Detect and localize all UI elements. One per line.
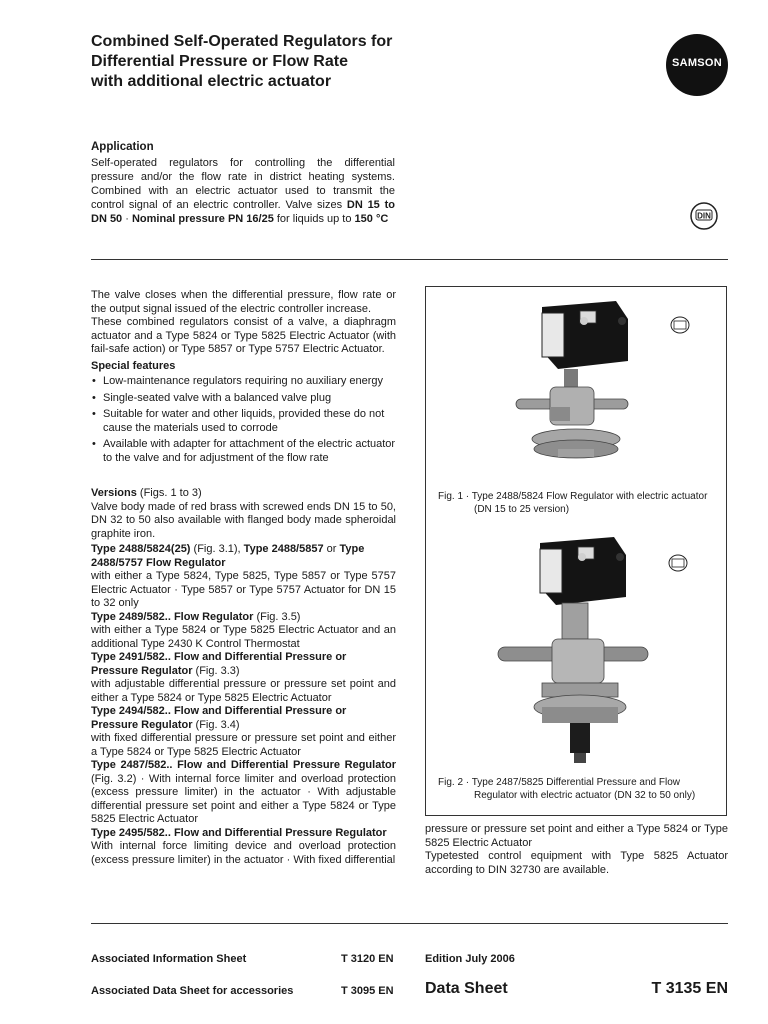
document-type: Data Sheet: [425, 980, 508, 997]
application-text: [91, 156, 395, 226]
figure-1-illustration: [498, 299, 708, 474]
version-figure-ref: (Fig. 3.3): [192, 664, 240, 677]
version-2491-text: with adjustable differential pressure or pressure set point and either a Type 5824 or Type 5825 Electric Actuator: [91, 678, 396, 704]
version-type: Type 2489/582.. Flow Regulator: [91, 610, 254, 623]
version-2495-heading: Type 2495/582.. Flow and Differential Pressure Regulator: [91, 826, 387, 839]
version-conjunction: or: [323, 543, 340, 555]
figure-2-caption-line-1: Fig. 2 · Type 2487/5825 Differential Pressure and Flow: [438, 777, 680, 788]
application-text-part: Self-operated regulators for controlling the differential pressure and/or the flow rate in district heating systems. Combined with an electric actuator used to transmit the control signal of an electric controller. Valve sizes: [91, 157, 395, 211]
intro-paragraph-1: The valve closes when the differential pressure, flow rate or the output signal issued of the electric controller increase.: [91, 289, 396, 315]
accessories-sheet-number: T 3095 EN: [341, 985, 394, 997]
special-features-list: [91, 375, 396, 465]
versions-figure-ref: (Figs. 1 to 3): [139, 487, 202, 499]
figure-2-caption: [438, 776, 723, 802]
version-2494-heading: [91, 705, 396, 732]
application-heading: Application: [91, 141, 154, 153]
info-sheet-label: Associated Information Sheet: [91, 953, 247, 965]
version-figure-ref: (Fig. 3.1),: [190, 543, 244, 555]
page-title: [91, 32, 431, 92]
title-line-2: Differential Pressure or Flow Rate: [91, 53, 348, 70]
figures-box: [425, 286, 727, 816]
versions-heading: [91, 487, 396, 501]
version-type: Type 2491/582.. Flow and Differential Pressure or Pressure Regulator: [91, 651, 347, 677]
list-item: • Low-maintenance regulators requiring no auxiliary energy: [91, 375, 396, 389]
valve-sizes: DN 15 to DN 50: [91, 199, 395, 225]
list-item: • Available with adapter for attachment of the electric actuator to the valve and for adjustment of the flow rate: [91, 438, 396, 465]
version-2489-heading: [91, 611, 396, 625]
special-features-heading: Special features: [91, 359, 176, 372]
figure-2-caption-line-2: Regulator with electric actuator (DN 32 to 50 only): [474, 790, 696, 801]
version-2487-block: [91, 759, 396, 827]
versions-section: [91, 487, 396, 867]
right-paragraph-1: pressure or pressure set point and either a Type 5824 or Type 5825 Electric Actuator: [425, 823, 728, 849]
din-certification-mark: [689, 201, 721, 231]
edition: Edition July 2006: [425, 953, 515, 965]
version-type: Type 2488/5857: [243, 543, 324, 555]
accessories-sheet-label: Associated Data Sheet for accessories: [91, 985, 294, 997]
version-2495-text: With internal force limiting device and overload protection (excess pressure limiter) in the actuator · With fixed differential: [91, 840, 396, 866]
application-separator: ·: [122, 213, 132, 225]
version-2487-text: · With internal force limiter and overload protection (excess pressure limiter) in the actuator · With adjustable differential pressure set point and either a Type 5824 or Type 5825 Electric Actuator: [91, 772, 396, 825]
versions-heading-text: Versions: [91, 487, 137, 499]
intro-paragraph-2: These combined regulators consist of a valve, a diaphragm actuator and a Type 5824 or Type 5825 Electric Actuator (with fail-safe action) or Type 5857 or Type 5757 Electric Actuator.: [91, 316, 396, 355]
samson-logo: [666, 34, 728, 96]
top-divider: [91, 259, 728, 260]
list-item: • Single-seated valve with a balanced valve plug: [91, 392, 396, 406]
application-text-part: for liquids up to: [273, 213, 355, 225]
logo-text: SAMSON: [671, 57, 723, 69]
version-figure-ref: (Fig. 3.4): [192, 718, 240, 731]
right-column-text: [425, 823, 728, 877]
document-number: T 3135 EN: [651, 980, 728, 997]
info-sheet-number: T 3120 EN: [341, 953, 394, 965]
title-line-3: with additional electric actuator: [91, 73, 332, 90]
figure-1-caption-line-2: (DN 15 to 25 version): [474, 504, 570, 515]
version-figure-ref: (Fig. 3.5): [253, 610, 301, 623]
version-figure-ref: (Fig. 3.2): [91, 772, 137, 785]
version-type: Type 2488/5757 Flow Regulator: [91, 543, 365, 569]
version-2491-heading: [91, 651, 396, 678]
version-2488-text: with either a Type 5824, Type 5825, Type 5857 or Type 5757 Electric Actuator · Type 5857 or Type 5757 Actuator for DN 15 to 32 only: [91, 570, 396, 609]
version-2488-heading: [91, 543, 396, 570]
figure-2-illustration: [496, 535, 706, 767]
figure-1-caption: [438, 490, 723, 516]
right-paragraph-2: Typetested control equipment with Type 5825 Actuator according to DIN 32730 are available.: [425, 850, 728, 876]
figure-1-caption-line-1: Fig. 1 · Type 2488/5824 Flow Regulator with electric actuator: [438, 491, 708, 502]
din-mark-text: DIN: [697, 211, 711, 221]
list-item: • Suitable for water and other liquids, provided these do not cause the materials used to corrode: [91, 408, 396, 435]
versions-body: Valve body made of red brass with screwed ends DN 15 to 50, DN 32 to 50 also available with flanged body made spheroidal graphite iron.: [91, 500, 396, 540]
version-2489-text: with either a Type 5824 or Type 5825 Electric Actuator and an additional Type 2430 K Control Thermostat: [91, 624, 396, 650]
version-type: Type 2488/5824(25): [91, 543, 191, 555]
version-type: Type 2487/582.. Flow and Differential Pressure Regulator: [91, 759, 396, 771]
version-type: Type 2494/582.. Flow and Differential Pressure or Pressure Regulator: [91, 705, 347, 731]
footer-divider: [91, 923, 728, 924]
intro-section: [91, 289, 396, 468]
nominal-pressure: Nominal pressure PN 16/25: [131, 213, 274, 225]
version-2494-text: with fixed differential pressure or pressure set point and either a Type 5824 or Type 5825 Electric Actuator: [91, 732, 396, 758]
title-line-1: Combined Self-Operated Regulators for: [91, 33, 393, 50]
max-temperature: 150 °C: [354, 213, 389, 225]
